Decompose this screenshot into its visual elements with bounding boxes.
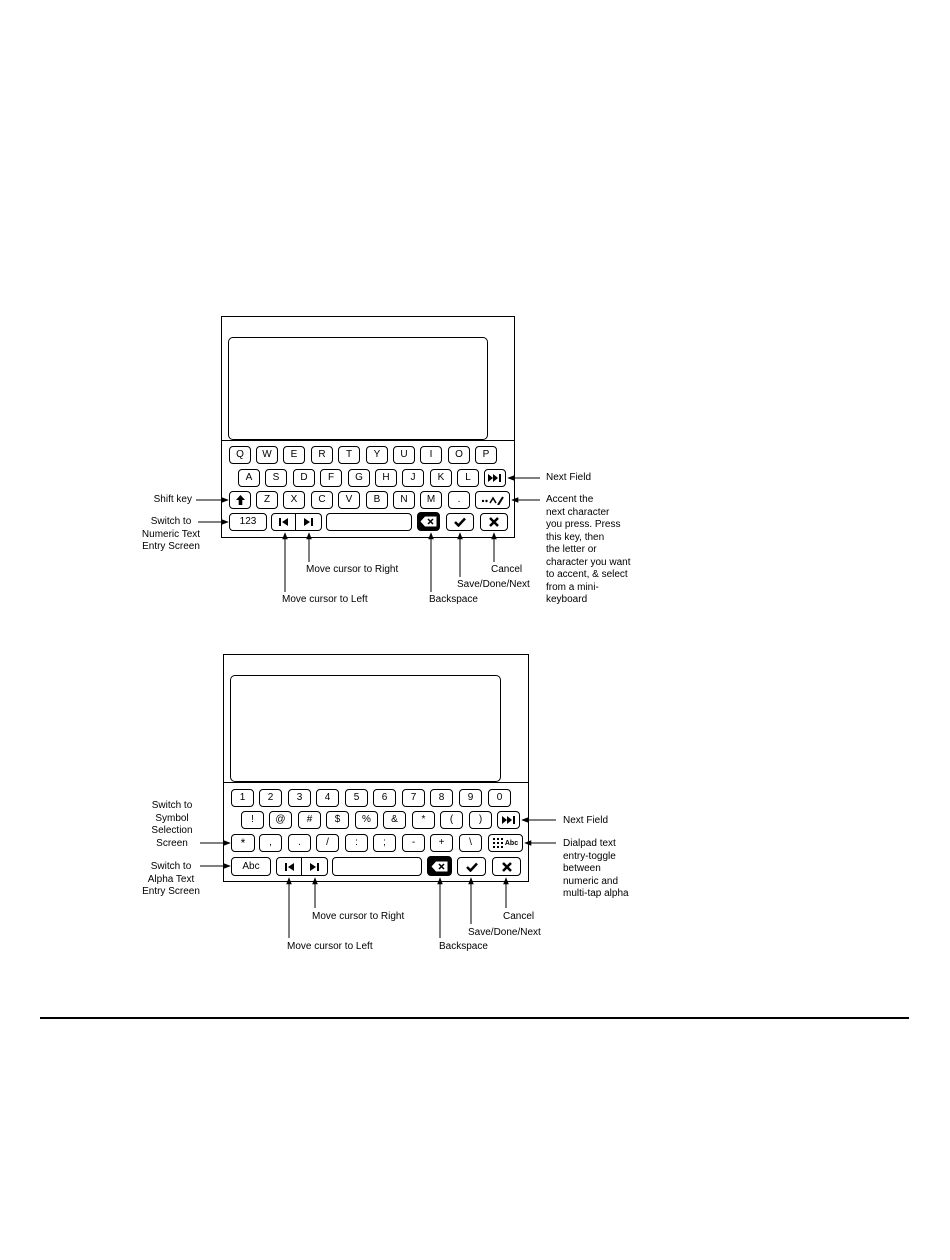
key-minus[interactable]: -: [402, 834, 425, 852]
key-l[interactable]: L: [457, 469, 479, 487]
key-u[interactable]: U: [393, 446, 415, 464]
key-plus[interactable]: +: [430, 834, 453, 852]
key-3[interactable]: 3: [288, 789, 311, 807]
key-g[interactable]: G: [348, 469, 370, 487]
key-z[interactable]: Z: [256, 491, 278, 509]
cursor-right-label-numeric: Move cursor to Right: [312, 911, 405, 922]
cursor-left-label-numeric: Move cursor to Left: [287, 941, 373, 952]
key-period[interactable]: .: [448, 491, 470, 509]
backspace-label-numeric: Backspace: [439, 941, 488, 952]
key-j[interactable]: J: [402, 469, 424, 487]
key-backslash[interactable]: \: [459, 834, 482, 852]
key-k[interactable]: K: [430, 469, 452, 487]
key-f[interactable]: F: [320, 469, 342, 487]
key-t[interactable]: T: [338, 446, 360, 464]
key-5[interactable]: 5: [345, 789, 368, 807]
page-rule: [40, 1017, 909, 1019]
cursor-left-label: Move cursor to Left: [282, 594, 368, 605]
cancel-label: Cancel: [491, 564, 523, 575]
dialpad-label-text: Dialpad text entry-toggle between numeric and multi-tap alpha: [563, 838, 629, 899]
numeric-switch-key[interactable]: 123: [229, 513, 267, 531]
key-n[interactable]: N: [393, 491, 415, 509]
key-v[interactable]: V: [338, 491, 360, 509]
key-percent[interactable]: %: [355, 811, 378, 829]
save-label: Save/Done/Next: [457, 579, 530, 590]
key-exclaim[interactable]: !: [241, 811, 264, 829]
key-close-paren[interactable]: ): [469, 811, 492, 829]
key-c[interactable]: C: [311, 491, 333, 509]
key-e[interactable]: E: [283, 446, 305, 464]
cancel-label-numeric: Cancel: [503, 911, 535, 922]
key-comma[interactable]: ,: [259, 834, 282, 852]
alpha-switch-key[interactable]: Abc: [231, 857, 271, 876]
switch-alpha-label-text: Switch to Alpha Text Entry Screen: [142, 861, 200, 897]
key-at[interactable]: @: [269, 811, 292, 829]
accent-label-text: Accent the next character you press. Press this key, then the letter or character you want to accent, & select from a mini- keyboard: [546, 494, 631, 605]
key-asterisk[interactable]: *: [412, 811, 435, 829]
key-i[interactable]: I: [420, 446, 442, 464]
next-field-label-numeric: Next Field: [563, 815, 609, 826]
key-0[interactable]: 0: [488, 789, 511, 807]
symbol-switch-key[interactable]: *: [231, 834, 255, 852]
key-q[interactable]: Q: [229, 446, 251, 464]
switch-numeric-label-text: Switch to Numeric Text Entry Screen: [141, 516, 201, 552]
key-a[interactable]: A: [238, 469, 260, 487]
next-field-label: Next Field: [546, 472, 592, 483]
key-hash[interactable]: #: [298, 811, 321, 829]
key-2[interactable]: 2: [259, 789, 282, 807]
cursor-right-label: Move cursor to Right: [306, 564, 399, 575]
key-r[interactable]: R: [311, 446, 333, 464]
shift-key-label: Shift key: [153, 494, 192, 505]
save-label-numeric: Save/Done/Next: [468, 927, 541, 938]
key-dollar[interactable]: $: [326, 811, 349, 829]
key-y[interactable]: Y: [366, 446, 388, 464]
backspace-label: Backspace: [429, 594, 478, 605]
key-open-paren[interactable]: (: [440, 811, 463, 829]
dialpad-key-text: Abc: [504, 839, 519, 847]
key-slash[interactable]: /: [316, 834, 339, 852]
key-9[interactable]: 9: [459, 789, 482, 807]
key-6[interactable]: 6: [373, 789, 396, 807]
key-m[interactable]: M: [420, 491, 442, 509]
key-b[interactable]: B: [366, 491, 388, 509]
key-colon[interactable]: :: [345, 834, 368, 852]
key-8[interactable]: 8: [430, 789, 453, 807]
key-p[interactable]: P: [475, 446, 497, 464]
key-1[interactable]: 1: [231, 789, 254, 807]
switch-symbol-label-text: Switch to Symbol Selection Screen: [151, 800, 193, 849]
key-dot[interactable]: .: [288, 834, 311, 852]
key-semicolon[interactable]: ;: [373, 834, 396, 852]
key-x[interactable]: X: [283, 491, 305, 509]
key-w[interactable]: W: [256, 446, 278, 464]
key-4[interactable]: 4: [316, 789, 339, 807]
key-ampersand[interactable]: &: [383, 811, 406, 829]
key-o[interactable]: O: [448, 446, 470, 464]
key-s[interactable]: S: [265, 469, 287, 487]
key-h[interactable]: H: [375, 469, 397, 487]
key-d[interactable]: D: [293, 469, 315, 487]
key-7[interactable]: 7: [402, 789, 425, 807]
